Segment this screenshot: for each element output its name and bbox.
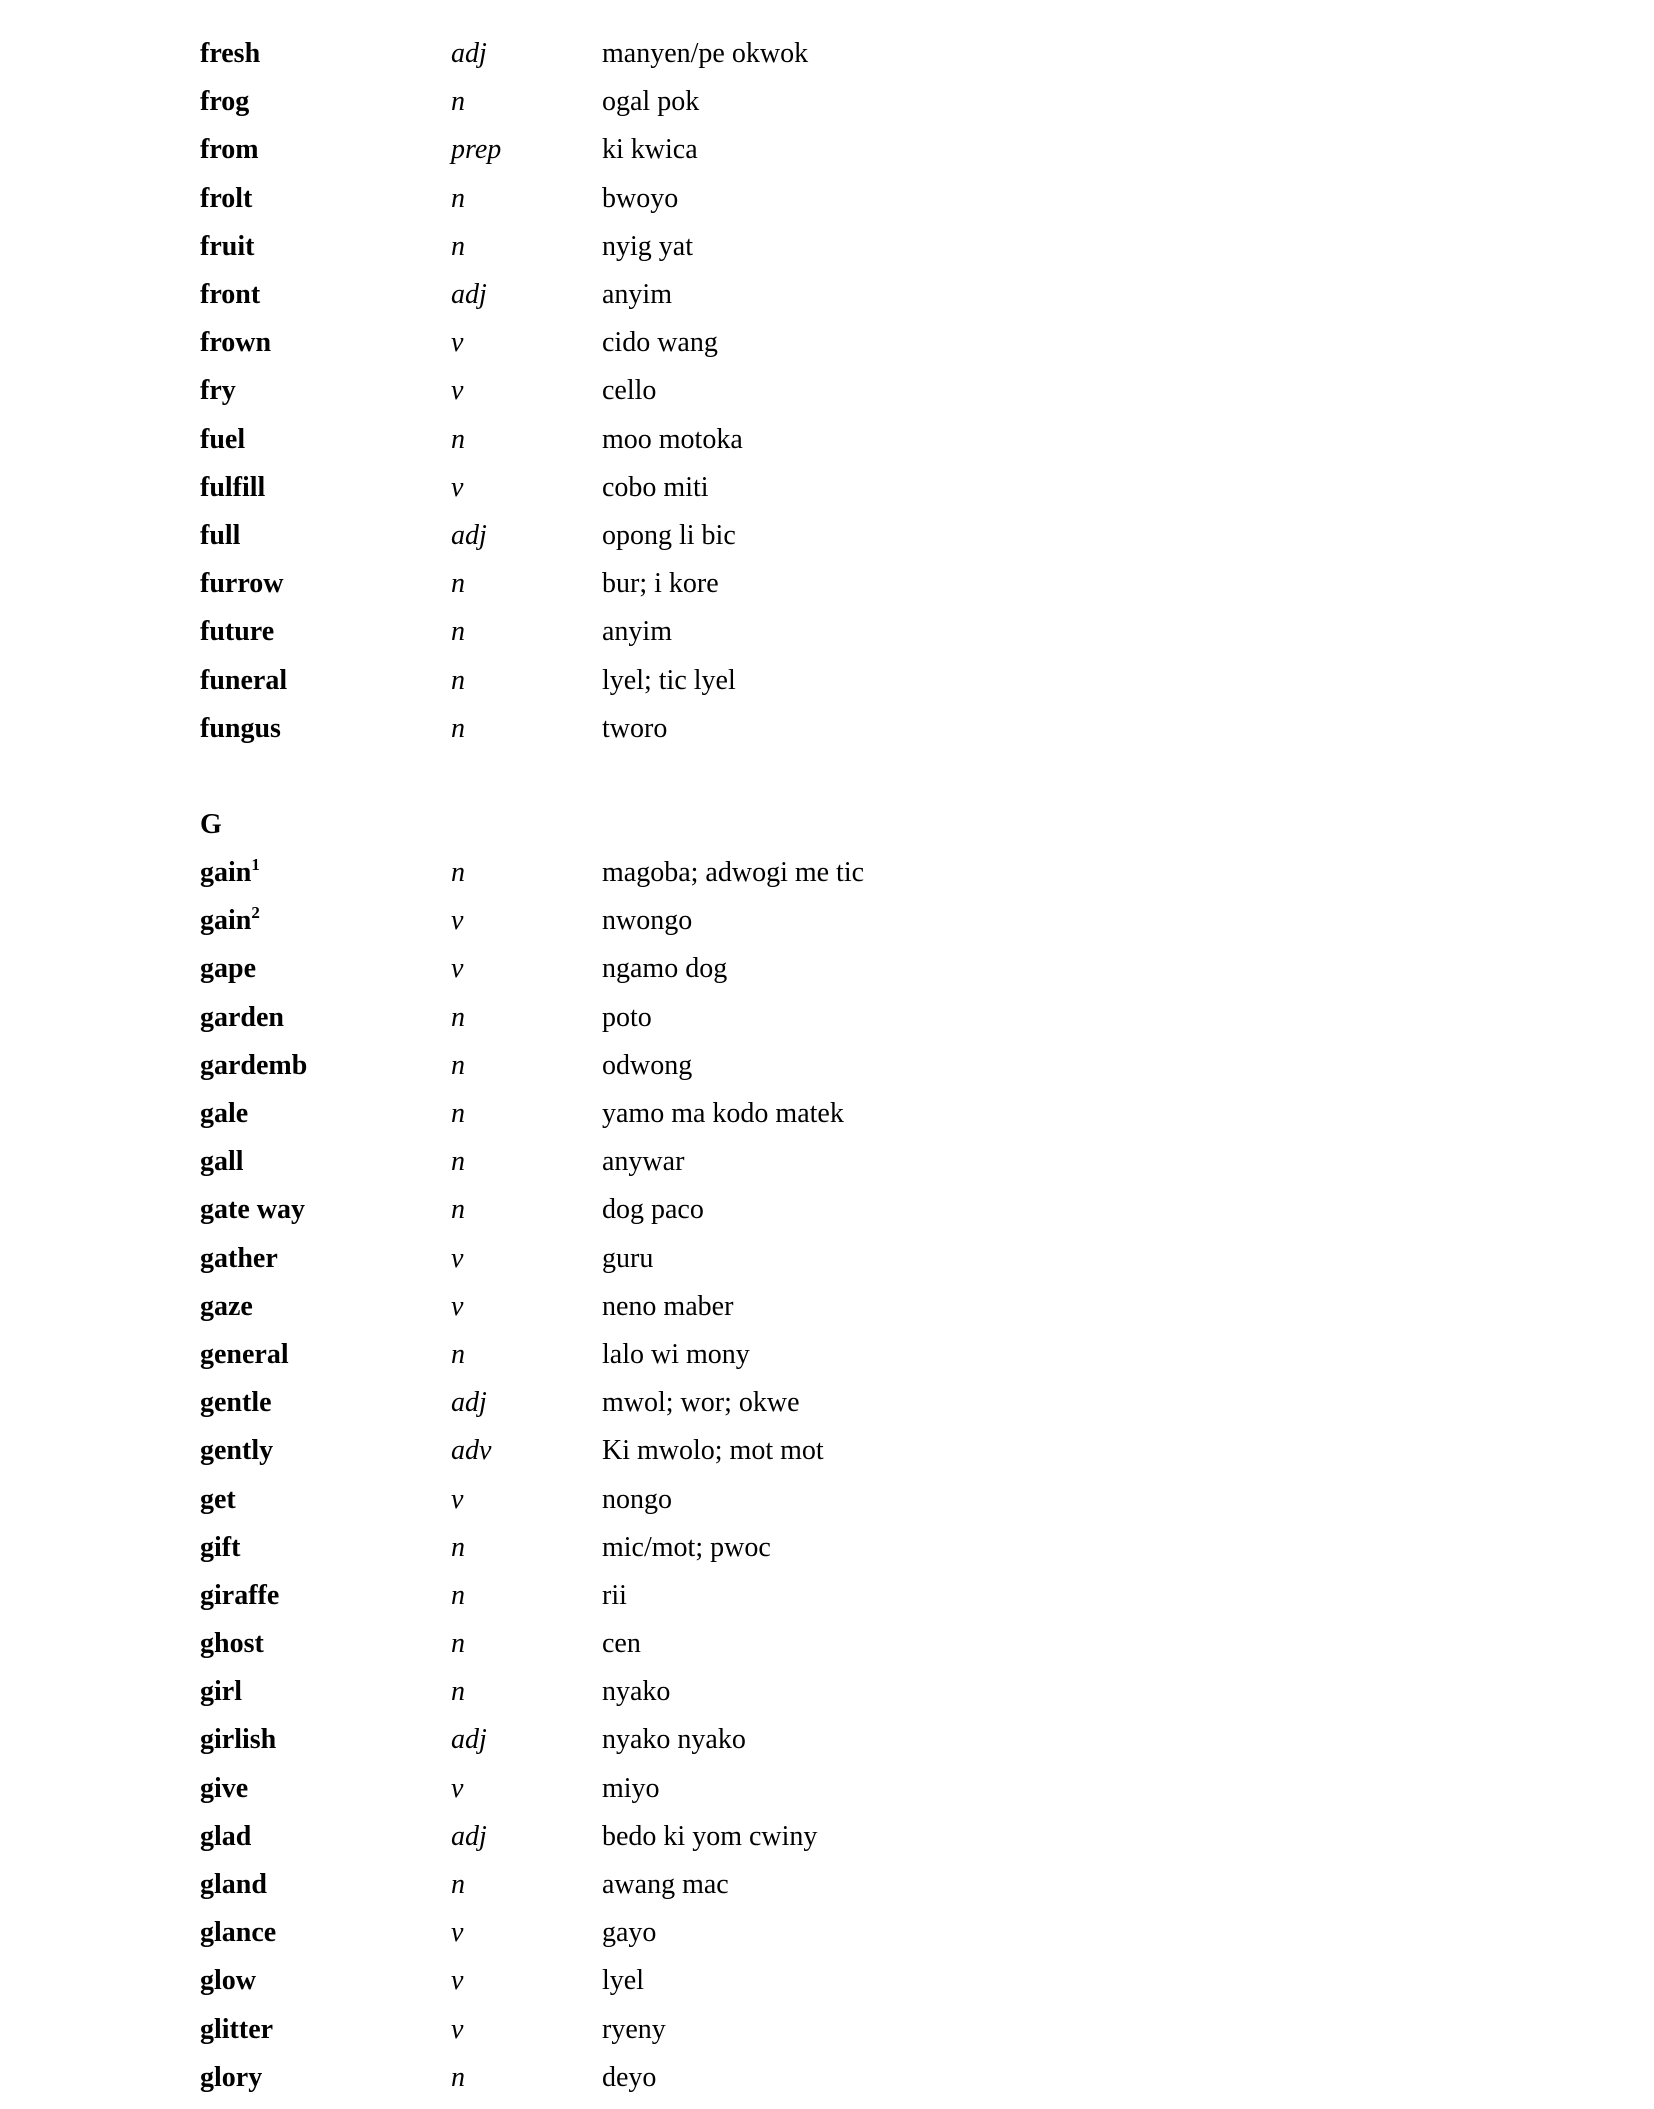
entry-part-of-speech: v <box>451 2013 464 2045</box>
headword-text: give <box>200 1772 249 1804</box>
headword-text: furrow <box>200 568 284 600</box>
entry-headword <box>200 903 451 937</box>
dictionary-entry <box>200 1668 1400 1716</box>
entry-part-of-speech: adj <box>451 519 487 551</box>
entry-translation: miyo <box>602 1772 660 1804</box>
headword-text: gaze <box>200 1290 253 1322</box>
entry-translation: yamo ma kodo matek <box>602 1098 844 1130</box>
entry-headword <box>200 1531 451 1563</box>
headword-text: get <box>200 1483 236 1515</box>
entry-headword <box>200 1389 451 1417</box>
entry-part-of-speech: v <box>451 1483 464 1515</box>
entry-translation: mwol; wor; okwe <box>602 1387 800 1419</box>
headword-text: glad <box>200 1820 252 1852</box>
dictionary-entry <box>200 1379 1400 1427</box>
headword-text: gain <box>200 857 252 889</box>
headword-text: gardemb <box>200 1049 308 1081</box>
dictionary-entry <box>200 1957 1400 2005</box>
entry-headword <box>200 471 451 503</box>
entry-headword <box>200 519 451 551</box>
entry-translation: cello <box>602 375 657 407</box>
entry-headword <box>200 1100 451 1128</box>
entry-headword <box>200 1290 451 1322</box>
entry-translation: manyen/pe okwok <box>602 38 809 70</box>
entry-part-of-speech: prep <box>451 134 502 166</box>
dictionary-entry <box>200 1186 1400 1234</box>
entry-translation: moo motoka <box>602 423 743 455</box>
entry-part-of-speech: n <box>451 1579 465 1611</box>
entry-part-of-speech: n <box>451 857 465 889</box>
entry-translation: cido wang <box>602 327 718 359</box>
dictionary-entries <box>200 30 1400 2102</box>
dictionary-entry <box>200 1042 1400 1090</box>
entry-part-of-speech: adj <box>451 38 487 70</box>
dictionary-entry <box>200 2054 1400 2102</box>
dictionary-entry <box>200 78 1400 126</box>
headword-text: general <box>200 1338 289 1370</box>
entry-headword <box>200 230 451 262</box>
entry-part-of-speech: adj <box>451 1387 487 1419</box>
dictionary-entry <box>200 1427 1400 1475</box>
dictionary-entry <box>200 705 1400 753</box>
entry-headword <box>200 712 451 744</box>
headword-text: fry <box>200 375 236 407</box>
entry-translation: ki kwica <box>602 134 698 166</box>
dictionary-entry <box>200 1331 1400 1379</box>
entry-headword <box>200 136 451 164</box>
entry-translation: cobo miti <box>602 471 709 503</box>
section-g-entries <box>200 849 1400 2102</box>
entry-part-of-speech: n <box>451 1531 465 1563</box>
entry-headword <box>200 1967 451 1995</box>
entry-headword <box>200 1242 451 1274</box>
entry-part-of-speech: n <box>451 1098 465 1130</box>
entry-translation: rii <box>602 1579 627 1611</box>
entry-part-of-speech: v <box>451 1965 464 1997</box>
dictionary-entry <box>200 656 1400 704</box>
dictionary-entry <box>200 1283 1400 1331</box>
entry-headword <box>200 1678 451 1706</box>
entry-part-of-speech: n <box>451 1676 465 1708</box>
entry-translation: opong li bic <box>602 519 736 551</box>
headword-text: from <box>200 134 259 166</box>
headword-text: fuel <box>200 423 246 455</box>
entry-translation: mic/mot; pwoc <box>602 1531 771 1563</box>
entry-translation: ngamo dog <box>602 953 728 985</box>
entry-headword <box>200 1772 451 1804</box>
headword-text: frown <box>200 327 272 359</box>
entry-translation: nongo <box>602 1483 672 1515</box>
entry-headword <box>200 1001 451 1033</box>
entry-translation: Ki mwolo; mot mot <box>602 1435 824 1467</box>
headword-text: fruit <box>200 230 255 262</box>
entry-headword <box>200 1579 451 1611</box>
entry-part-of-speech: n <box>451 1194 465 1226</box>
entry-translation: lyel; tic lyel <box>602 664 736 696</box>
entry-translation: lalo wi mony <box>602 1338 750 1370</box>
dictionary-entry <box>200 849 1400 897</box>
entry-part-of-speech: n <box>451 1869 465 1901</box>
entry-translation: gayo <box>602 1917 657 1949</box>
headword-text: fresh <box>200 38 261 70</box>
entry-part-of-speech: n <box>451 423 465 455</box>
entry-translation: ryeny <box>602 2013 666 2045</box>
dictionary-entry <box>200 1909 1400 1957</box>
entry-headword <box>200 40 451 68</box>
headword-text: ghost <box>200 1628 264 1660</box>
headword-text: future <box>200 616 275 648</box>
entry-headword <box>200 1148 451 1176</box>
entry-translation: nyako nyako <box>602 1724 746 1756</box>
dictionary-entry <box>200 608 1400 656</box>
entry-headword <box>200 664 451 696</box>
entry-translation: bedo ki yom cwiny <box>602 1820 818 1852</box>
entry-part-of-speech: adj <box>451 1724 487 1756</box>
dictionary-entry <box>200 897 1400 945</box>
dictionary-entry <box>200 1861 1400 1909</box>
entry-translation: nyako <box>602 1676 671 1708</box>
headword-text: glance <box>200 1917 277 1949</box>
dictionary-entry <box>200 1572 1400 1620</box>
entry-headword <box>200 855 451 889</box>
entry-part-of-speech: n <box>451 230 465 262</box>
entry-part-of-speech: n <box>451 1001 465 1033</box>
entry-headword <box>200 423 451 455</box>
entry-part-of-speech: n <box>451 1049 465 1081</box>
dictionary-entry <box>200 1524 1400 1572</box>
dictionary-entry <box>200 464 1400 512</box>
entry-translation: neno maber <box>602 1290 734 1322</box>
headword-text: front <box>200 279 261 311</box>
dictionary-entry <box>200 223 1400 271</box>
entry-part-of-speech: n <box>451 86 465 118</box>
entry-part-of-speech: n <box>451 616 465 648</box>
entry-translation: guru <box>602 1242 654 1274</box>
headword-text: full <box>200 519 241 551</box>
headword-text: giraffe <box>200 1579 280 1611</box>
entry-part-of-speech: v <box>451 1917 464 1949</box>
headword-text: fulfill <box>200 471 266 503</box>
dictionary-entry <box>200 2006 1400 2054</box>
entry-part-of-speech: n <box>451 1146 465 1178</box>
entry-part-of-speech: v <box>451 1772 464 1804</box>
headword-text: gently <box>200 1435 274 1467</box>
entry-translation: ogal pok <box>602 86 700 118</box>
entry-part-of-speech: adv <box>451 1435 492 1467</box>
headword-text: gentle <box>200 1387 272 1419</box>
entry-part-of-speech: n <box>451 1628 465 1660</box>
entry-part-of-speech: n <box>451 2061 465 2093</box>
sense-number: 2 <box>251 903 260 923</box>
dictionary-entry <box>200 1765 1400 1813</box>
headword-text: fungus <box>200 712 281 744</box>
headword-text: gain <box>200 905 252 937</box>
entry-headword <box>200 1196 451 1224</box>
entry-translation: anyim <box>602 616 672 648</box>
entry-part-of-speech: v <box>451 1290 464 1322</box>
entry-translation: nyig yat <box>602 230 693 262</box>
entry-headword <box>200 1726 451 1754</box>
entry-headword <box>200 2013 451 2045</box>
entry-headword <box>200 281 451 309</box>
entry-part-of-speech: v <box>451 953 464 985</box>
dictionary-entry <box>200 1620 1400 1668</box>
entry-part-of-speech: adj <box>451 279 487 311</box>
dictionary-entry <box>200 1716 1400 1764</box>
dictionary-entry <box>200 271 1400 319</box>
dictionary-entry <box>200 512 1400 560</box>
entry-translation: bwoyo <box>602 182 679 214</box>
headword-text: gland <box>200 1869 267 1901</box>
entry-translation: bur; i kore <box>602 568 719 600</box>
section-letter-heading: G <box>200 808 222 840</box>
headword-text: gape <box>200 953 256 985</box>
entry-headword <box>200 1338 451 1370</box>
entry-headword <box>200 88 451 116</box>
dictionary-entry <box>200 994 1400 1042</box>
headword-text: girlish <box>200 1724 277 1756</box>
entry-part-of-speech: v <box>451 375 464 407</box>
entry-headword <box>200 955 451 983</box>
dictionary-entry <box>200 319 1400 367</box>
dictionary-entry <box>200 1138 1400 1186</box>
entry-headword <box>200 377 451 405</box>
entry-translation: cen <box>602 1628 641 1660</box>
sense-number: 1 <box>251 855 260 875</box>
entry-translation: poto <box>602 1001 652 1033</box>
entry-headword <box>200 618 451 646</box>
entry-part-of-speech: v <box>451 1242 464 1274</box>
dictionary-entry <box>200 367 1400 415</box>
headword-text: glory <box>200 2061 263 2093</box>
headword-text: funeral <box>200 664 288 696</box>
dictionary-entry <box>200 560 1400 608</box>
dictionary-entry <box>200 1090 1400 1138</box>
entry-part-of-speech: v <box>451 327 464 359</box>
entry-headword <box>200 1820 451 1852</box>
entry-headword <box>200 1049 451 1081</box>
entry-headword <box>200 1871 451 1899</box>
section-f-entries <box>200 30 1400 753</box>
dictionary-entry <box>200 30 1400 78</box>
entry-headword <box>200 1483 451 1515</box>
entry-headword <box>200 1437 451 1465</box>
entry-part-of-speech: n <box>451 1338 465 1370</box>
entry-headword <box>200 1919 451 1947</box>
dictionary-entry <box>200 945 1400 993</box>
entry-translation: dog paco <box>602 1194 704 1226</box>
entry-part-of-speech: adj <box>451 1820 487 1852</box>
dictionary-entry <box>200 126 1400 174</box>
entry-headword <box>200 182 451 214</box>
dictionary-entry <box>200 1813 1400 1861</box>
section-gap <box>200 753 1400 801</box>
entry-translation: tworo <box>602 712 668 744</box>
dictionary-entry <box>200 416 1400 464</box>
entry-translation: deyo <box>602 2061 657 2093</box>
entry-part-of-speech: n <box>451 182 465 214</box>
headword-text: garden <box>200 1001 284 1033</box>
entry-translation: magoba; adwogi me tic <box>602 857 865 889</box>
entry-part-of-speech: v <box>451 471 464 503</box>
headword-text: gift <box>200 1531 241 1563</box>
entry-translation: anyim <box>602 279 672 311</box>
entry-headword <box>200 329 451 357</box>
dictionary-entry <box>200 175 1400 223</box>
dictionary-entry <box>200 1475 1400 1523</box>
headword-text: frolt <box>200 182 253 214</box>
headword-text: gate way <box>200 1194 305 1226</box>
entry-part-of-speech: n <box>451 664 465 696</box>
entry-headword <box>200 1630 451 1658</box>
headword-text: glow <box>200 1965 256 1997</box>
headword-text: gale <box>200 1098 249 1130</box>
dictionary-entry <box>200 1235 1400 1283</box>
entry-part-of-speech: n <box>451 568 465 600</box>
entry-translation: odwong <box>602 1049 693 1081</box>
headword-text: gall <box>200 1146 244 1178</box>
entry-translation: lyel <box>602 1965 644 1997</box>
entry-translation: anywar <box>602 1146 685 1178</box>
entry-translation: awang mac <box>602 1869 729 1901</box>
entry-part-of-speech: v <box>451 905 464 937</box>
entry-headword <box>200 2061 451 2093</box>
entry-part-of-speech: n <box>451 712 465 744</box>
headword-text: glitter <box>200 2013 274 2045</box>
entry-headword <box>200 570 451 598</box>
headword-text: frog <box>200 86 250 118</box>
entry-translation: nwongo <box>602 905 693 937</box>
headword-text: gather <box>200 1242 278 1274</box>
headword-text: girl <box>200 1676 242 1708</box>
